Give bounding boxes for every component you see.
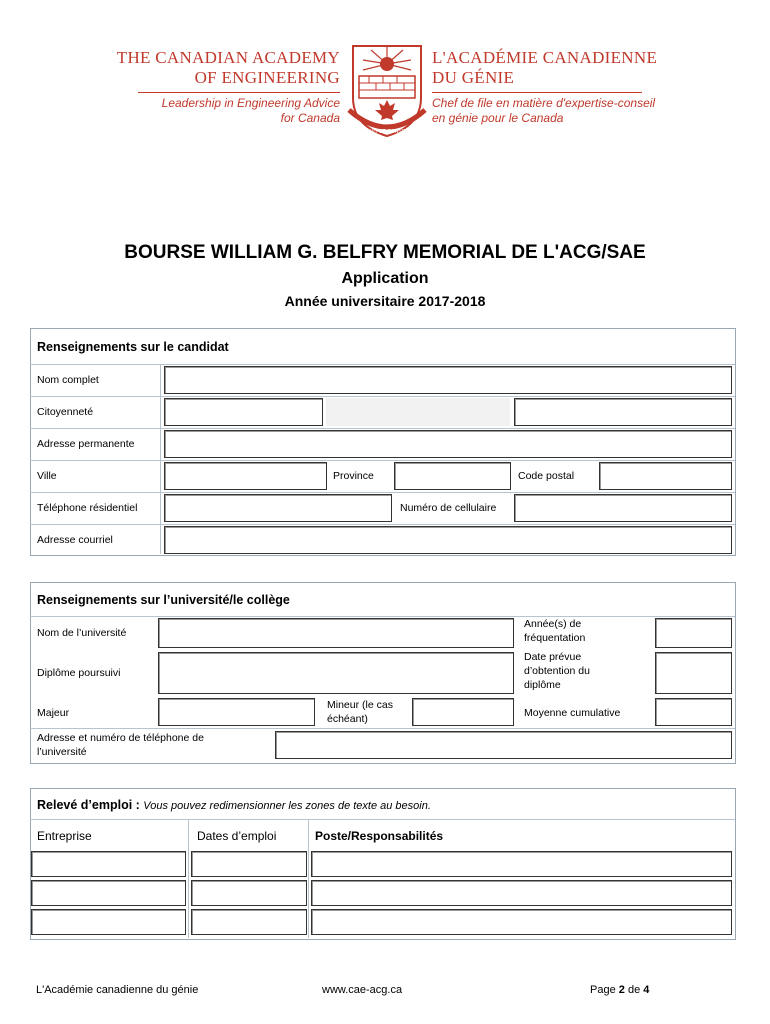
email-field[interactable]	[164, 526, 732, 554]
employment-heading	[37, 798, 431, 812]
col-position-header: Poste/Responsabilités	[315, 829, 444, 843]
academy-name-fr-1: L'ACADÉMIE CANADIENNE	[432, 48, 658, 67]
dates-field-1[interactable]	[191, 851, 307, 877]
academic-year: Année universitaire 2017-2018	[284, 293, 486, 309]
divider	[30, 524, 735, 525]
degree-field[interactable]	[158, 652, 514, 694]
years-attended-label	[524, 617, 585, 645]
citizenship-spacer	[326, 398, 510, 426]
employment-heading-note: Vous pouvez redimensionner les zones de texte au besoin.	[143, 800, 431, 812]
academy-crest-icon	[345, 40, 429, 138]
position-field-3[interactable]	[311, 909, 732, 935]
years-attended-line1: Année(s) de	[524, 618, 582, 630]
crest-motto: CREAVIT·ET·CONSERVAT	[356, 129, 418, 135]
full-name-field[interactable]	[164, 366, 732, 394]
contact-line1: Adresse et numéro de téléphone de	[37, 732, 204, 744]
expected-line1: Date prévue	[524, 651, 582, 663]
tagline-en-1: Leadership in Engineering Advice	[161, 96, 340, 110]
tagline-fr-1: Chef de file en matière d'expertise-conseil	[432, 96, 656, 110]
col-company-header: Entreprise	[37, 829, 92, 843]
major-label: Majeur	[37, 707, 70, 719]
company-field-3[interactable]	[31, 909, 186, 935]
expected-line3: diplôme	[524, 679, 561, 691]
address-label: Adresse permanente	[37, 438, 135, 450]
email-label: Adresse courriel	[37, 534, 113, 546]
col-dates-header: Dates d’emploi	[197, 829, 277, 843]
tagline-fr-2: en génie pour le Canada	[432, 111, 564, 125]
divider	[30, 728, 735, 729]
city-label: Ville	[37, 470, 57, 482]
academy-name-en-1: THE CANADIAN ACADEMY	[116, 48, 340, 67]
university-name-field[interactable]	[158, 618, 514, 648]
minor-field[interactable]	[412, 698, 514, 726]
page-number: 2	[618, 984, 625, 996]
divider	[30, 616, 735, 617]
form-title: BOURSE WILLIAM G. BELFRY MEMORIAL DE L'ACG/SAE	[124, 242, 646, 263]
university-heading: Renseignements sur l’université/le collège	[37, 593, 290, 607]
minor-line1: Mineur (le cas	[327, 699, 393, 711]
years-attended-field[interactable]	[655, 618, 732, 648]
expected-graduation-label	[524, 650, 590, 692]
home-phone-label: Téléphone résidentiel	[37, 502, 138, 514]
postal-code-label: Code postal	[518, 470, 575, 482]
cell-phone-field[interactable]	[514, 494, 732, 522]
company-field-2[interactable]	[31, 880, 186, 906]
form-subtitle: Application	[341, 270, 429, 287]
citizenship-extra-field[interactable]	[514, 398, 732, 426]
letterhead-rule-right	[432, 92, 642, 93]
citizenship-field[interactable]	[164, 398, 323, 426]
university-contact-field[interactable]	[275, 731, 732, 759]
minor-label	[327, 698, 393, 726]
academy-name-fr-2: DU GÉNIE	[432, 68, 515, 87]
footer-org: L'Académie canadienne du génie	[36, 984, 199, 996]
divider	[160, 364, 161, 554]
gpa-field[interactable]	[655, 698, 732, 726]
tagline-en-2: for Canada	[280, 111, 340, 125]
years-attended-line2: fréquentation	[524, 632, 586, 644]
position-field-2[interactable]	[311, 880, 732, 906]
expected-graduation-field[interactable]	[655, 652, 732, 694]
gpa-label: Moyenne cumulative	[524, 707, 621, 719]
cell-phone-label: Numéro de cellulaire	[400, 502, 497, 514]
page-total: 4	[643, 984, 650, 996]
address-field[interactable]	[164, 430, 732, 458]
divider	[188, 819, 189, 938]
footer-url: www.cae-acg.ca	[322, 984, 403, 996]
letterhead-rule-left	[138, 92, 340, 93]
candidate-heading: Renseignements sur le candidat	[37, 340, 229, 354]
divider	[30, 492, 735, 493]
province-field[interactable]	[394, 462, 511, 490]
contact-line2: l’université	[37, 746, 87, 758]
page-prefix: Page	[590, 984, 616, 996]
letterhead-english	[110, 48, 340, 126]
degree-label: Diplôme poursuivi	[37, 667, 121, 679]
dates-field-2[interactable]	[191, 880, 307, 906]
academy-name-en-2: OF ENGINEERING	[194, 68, 340, 87]
divider	[30, 460, 735, 461]
postal-code-field[interactable]	[599, 462, 732, 490]
letterhead-french	[432, 48, 672, 126]
divider	[30, 428, 735, 429]
employment-heading-bold: Relevé d’emploi :	[37, 798, 140, 812]
company-field-1[interactable]	[31, 851, 186, 877]
home-phone-field[interactable]	[164, 494, 392, 522]
divider	[30, 819, 735, 820]
divider	[30, 396, 735, 397]
province-label: Province	[333, 470, 374, 482]
divider	[30, 364, 735, 365]
city-field[interactable]	[164, 462, 327, 490]
full-name-label: Nom complet	[37, 374, 99, 386]
citizenship-label: Citoyenneté	[37, 406, 94, 418]
dates-field-3[interactable]	[191, 909, 307, 935]
expected-line2: d’obtention du	[524, 665, 590, 677]
page-of: de	[627, 984, 641, 996]
university-contact-label	[37, 731, 204, 759]
major-field[interactable]	[158, 698, 315, 726]
position-field-1[interactable]	[311, 851, 732, 877]
minor-line2: échéant)	[327, 713, 368, 725]
footer-page	[590, 984, 649, 996]
divider	[308, 819, 309, 938]
university-name-label: Nom de l’université	[37, 627, 127, 639]
